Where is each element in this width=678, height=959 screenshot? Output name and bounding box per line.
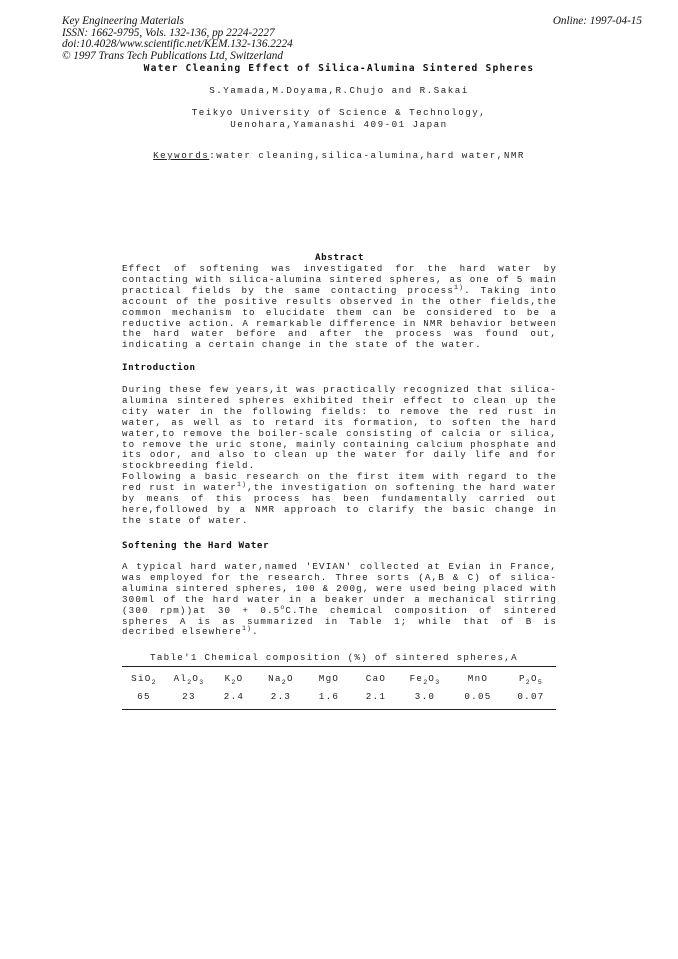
degree-symbol: o xyxy=(280,603,286,611)
table-cell: 2.3 xyxy=(270,691,292,702)
softening-text-part: C.The chemical composition of sintered spheres A is as summarized in Table 1; while that of B is decribed elsewhere xyxy=(122,604,557,638)
doi-line: doi:10.4028/www.scientific.net/KEM.132-136.2224 xyxy=(62,38,293,51)
table-header-cell: MnO xyxy=(467,673,489,684)
introduction-heading: Introduction xyxy=(122,362,196,373)
table-cell: 3.0 xyxy=(414,691,436,702)
abstract-heading: Abstract xyxy=(314,252,365,263)
intro-text-part: ,the investigation on softening the hard water by means of this process has been fundamentally carried out here,followed by a NMR approach to clarify the basic change in the state of water. xyxy=(122,482,557,526)
table-header-row xyxy=(122,667,556,691)
affiliation-line-1: Teikyo University of Science & Technology, xyxy=(191,107,487,118)
softening-text-part: . xyxy=(252,626,259,638)
table-header-cell: $P_2O_5$ xyxy=(518,673,544,686)
softening-heading: Softening the Hard Water xyxy=(122,540,270,551)
table-cell: 0.05 xyxy=(464,691,492,702)
affiliation xyxy=(0,107,678,130)
table-header-cell: CaO xyxy=(365,673,387,684)
table-header-cell: $Fe_2O_3$ xyxy=(409,673,441,686)
table-cell: 2.4 xyxy=(223,691,245,702)
table-header-cell: MgO xyxy=(318,673,340,684)
introduction-paragraph-2 xyxy=(122,472,557,527)
table-cell: 2.1 xyxy=(365,691,387,702)
paper-title: Water Cleaning Effect of Silica-Alumina Sintered Spheres xyxy=(143,63,535,74)
keywords xyxy=(0,150,678,162)
abstract-section xyxy=(122,252,557,351)
keywords-text: :water cleaning,silica-alumina,hard water,NMR xyxy=(209,150,525,161)
reference-marker: 1) xyxy=(454,283,465,291)
online-date: Online: 1997-04-15 xyxy=(552,15,642,27)
reference-marker: 1) xyxy=(236,481,248,489)
softening-paragraph xyxy=(122,562,557,638)
intro-text-part: Following a basic research on the first item with regard to the red rust in water xyxy=(122,471,557,494)
copyright-line: © 1997 Trans Tech Publications Ltd, Switzerland xyxy=(62,49,283,62)
abstract-text-part: . Taking into account of the positive results observed in the other fields,the common mechanism to elucidate them can be considered to be a reductive action. A remarkable difference in NMR behavior between the hard water before and after the process was found out, indicating a certain change in the state of the water. xyxy=(122,284,558,351)
composition-table xyxy=(122,666,556,710)
abstract-text-part: Effect of softening was investigated for the hard water by contacting with silica-alumina sintered spheres, as one of 5 main practical fields by the same contacting process xyxy=(122,263,557,296)
keywords-label: Keywords xyxy=(153,150,210,161)
table-header-cell: $K_2O$ xyxy=(224,673,244,686)
reference-marker: 1) xyxy=(241,625,253,633)
authors: S.Yamada,M.Doyama,R.Chujo and R.Sakai xyxy=(209,85,469,96)
introduction-section xyxy=(122,362,557,527)
table-header-cell: SiO$_2$ xyxy=(131,673,157,686)
softening-text-part: A typical hard water,named 'EVIAN' collected at Evian in France, was employed for the research. Three sorts (A,B & C) of silica-alumina sintered spheres, 100 & 200g, were used being placed with 300ml of the hard water in a beaker under a mechanical stirring (300 rpm))at 30 + 0.5 xyxy=(122,561,557,616)
introduction-paragraph-1: During these few years,it was practically recognized that silica-alumina sintered spheres exhibited their effect to clean up the city water in the following fields: to remove the red rust in water, as well as to retard its formation, to soften the hard water,to remove the boiler-scale consisting of calcia or silica, to remove the uric stone, mainly containing calcium phosphate and its odor, and also to clean up the water for daily life and for stockbreeding field. xyxy=(122,384,557,472)
issn-line: ISSN: 1662-9795, Vols. 132-136, pp 2224-2227 xyxy=(62,26,275,39)
table-cell: 0.07 xyxy=(517,691,545,702)
table-cell: 23 xyxy=(182,691,196,702)
affiliation-line-2: Uenohara,Yamanashi 409-01 Japan xyxy=(230,118,448,130)
table-values-row xyxy=(122,691,556,709)
table-header-cell: $Al_2O_3$ xyxy=(173,673,205,686)
table-caption: Table'1 Chemical composition (%) of sintered spheres,A xyxy=(150,652,518,663)
table-header-cell: $Na_2O$ xyxy=(268,673,294,686)
softening-section xyxy=(122,540,557,638)
publication-info xyxy=(62,16,293,62)
table-cell: 1.6 xyxy=(318,691,340,702)
table-cell: 65 xyxy=(137,691,151,702)
journal-name: Key Engineering Materials xyxy=(62,15,184,27)
abstract-text xyxy=(122,264,557,351)
